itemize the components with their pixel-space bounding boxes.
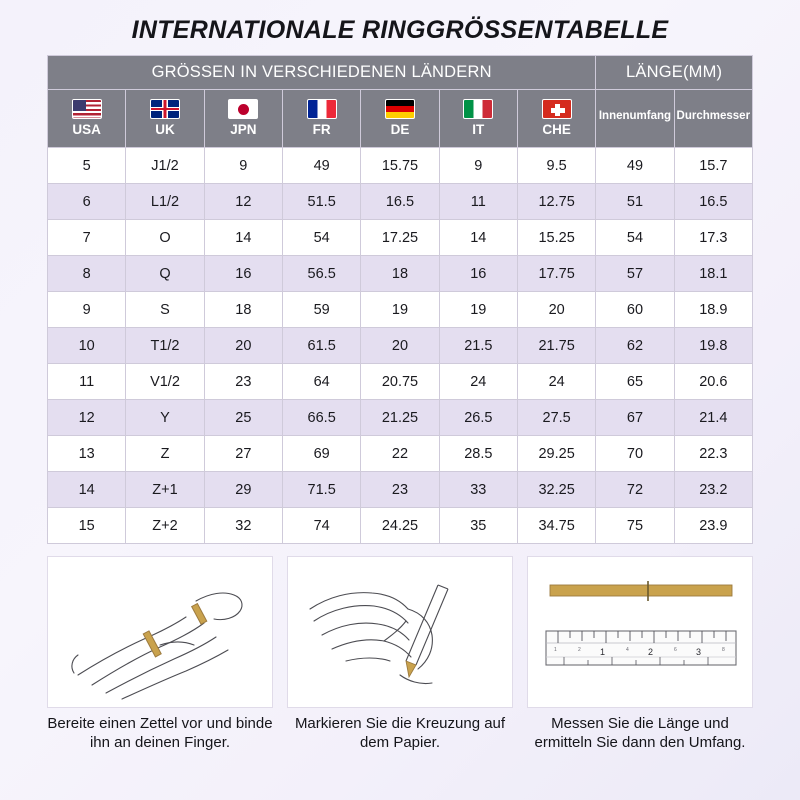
table-row [48, 472, 753, 508]
table-cell: 34.75 [517, 508, 595, 544]
table-row [48, 148, 753, 184]
table-cell: 14 [439, 220, 517, 256]
table-group-header-row [48, 56, 753, 90]
table-cell: 15 [48, 508, 126, 544]
table-cell: 75 [596, 508, 674, 544]
table-cell: 20 [517, 292, 595, 328]
column-label-fr: FR [312, 122, 331, 137]
table-cell: 23.9 [674, 508, 752, 544]
table-cell: 12 [204, 184, 282, 220]
table-row [48, 400, 753, 436]
flag-italy-icon [463, 99, 493, 119]
table-cell: 33 [439, 472, 517, 508]
table-cell: 60 [596, 292, 674, 328]
table-cell: 61.5 [282, 328, 360, 364]
table-row [48, 508, 753, 544]
hand-marking-paper-illustration [287, 556, 513, 708]
table-cell: 21.25 [361, 400, 439, 436]
table-cell: 18.9 [674, 292, 752, 328]
table-cell: 27.5 [517, 400, 595, 436]
table-cell: 49 [596, 148, 674, 184]
column-label-usa: USA [72, 122, 101, 137]
page-title: INTERNATIONALE RINGGRÖSSENTABELLE [131, 16, 669, 44]
table-cell: 5 [48, 148, 126, 184]
table-cell: 49 [282, 148, 360, 184]
ruler-measuring-strip-illustration [527, 556, 753, 708]
table-cell: 35 [439, 508, 517, 544]
table-cell: 16.5 [361, 184, 439, 220]
table-cell: 66.5 [282, 400, 360, 436]
table-row [48, 184, 753, 220]
table-cell: 18.1 [674, 256, 752, 292]
table-cell: 57 [596, 256, 674, 292]
table-cell: 9 [48, 292, 126, 328]
table-cell: 16 [204, 256, 282, 292]
flag-japan-icon [228, 99, 258, 119]
column-label-jpn: JPN [230, 122, 257, 137]
table-cell: 12 [48, 400, 126, 436]
table-cell: 27 [204, 436, 282, 472]
table-cell: 24.25 [361, 508, 439, 544]
instruction-card-3 [527, 556, 753, 752]
table-cell: 17.75 [517, 256, 595, 292]
table-cell: 23.2 [674, 472, 752, 508]
svg-text:2: 2 [648, 647, 654, 657]
table-cell: 28.5 [439, 436, 517, 472]
table-cell: 20.6 [674, 364, 752, 400]
table-cell: 29.25 [517, 436, 595, 472]
column-label-it: IT [472, 122, 485, 137]
table-cell: 17.25 [361, 220, 439, 256]
header-countries: GRÖSSEN IN VERSCHIEDENEN LÄNDERN [48, 56, 596, 90]
table-cell: 21.75 [517, 328, 595, 364]
table-row [48, 292, 753, 328]
table-head [48, 56, 753, 148]
column-label-uk: UK [155, 122, 175, 137]
table-cell: J1/2 [126, 148, 204, 184]
table-cell: 32 [204, 508, 282, 544]
table-cell: 21.4 [674, 400, 752, 436]
table-cell: 62 [596, 328, 674, 364]
table-cell: 10 [48, 328, 126, 364]
table-cell: 59 [282, 292, 360, 328]
column-header-innenumfang: Innenumfang [596, 90, 674, 148]
table-row [48, 436, 753, 472]
table-cell: 25 [204, 400, 282, 436]
svg-text:1: 1 [554, 647, 557, 653]
table-cell: Y [126, 400, 204, 436]
table-cell: 6 [48, 184, 126, 220]
table-cell: 70 [596, 436, 674, 472]
instruction-caption-3: Messen Sie die Länge und ermitteln Sie dann den Umfang. [534, 715, 746, 752]
table-cell: 67 [596, 400, 674, 436]
table-cell: 9 [439, 148, 517, 184]
table-cell: 9.5 [517, 148, 595, 184]
table-row [48, 364, 753, 400]
table-cell: 8 [48, 256, 126, 292]
table-cell: 20 [361, 328, 439, 364]
flag-france-icon [307, 99, 337, 119]
table-cell: 26.5 [439, 400, 517, 436]
table-cell: 69 [282, 436, 360, 472]
header-length: LÄNGE(MM) [596, 56, 753, 90]
table-cell: 15.75 [361, 148, 439, 184]
table-cell: 54 [596, 220, 674, 256]
table-cell: 16 [439, 256, 517, 292]
table-cell: 7 [48, 220, 126, 256]
table-cell: 72 [596, 472, 674, 508]
table-cell: Z [126, 436, 204, 472]
table-cell: 74 [282, 508, 360, 544]
column-header-it [439, 90, 517, 148]
table-cell: 22 [361, 436, 439, 472]
table-cell: 15.7 [674, 148, 752, 184]
table-cell: 51 [596, 184, 674, 220]
table-cell: 51.5 [282, 184, 360, 220]
table-cell: 65 [596, 364, 674, 400]
instruction-caption-1: Bereite einen Zettel vor und binde ihn an deinen Finger. [47, 715, 273, 752]
svg-text:1: 1 [600, 647, 606, 657]
table-cell: S [126, 292, 204, 328]
table-cell: 24 [439, 364, 517, 400]
table-cell: 32.25 [517, 472, 595, 508]
table-row [48, 328, 753, 364]
table-cell: L1/2 [126, 184, 204, 220]
column-header-fr [282, 90, 360, 148]
hand-with-paper-strip-illustration [47, 556, 273, 708]
table-cell: 23 [361, 472, 439, 508]
table-cell: T1/2 [126, 328, 204, 364]
table-cell: 23 [204, 364, 282, 400]
instructions-row [47, 556, 753, 752]
table-cell: 13 [48, 436, 126, 472]
flag-usa-icon [72, 99, 102, 119]
table-cell: 11 [48, 364, 126, 400]
table-cell: 20.75 [361, 364, 439, 400]
table-cell: 16.5 [674, 184, 752, 220]
column-header-de [361, 90, 439, 148]
table-cell: 24 [517, 364, 595, 400]
column-header-che [517, 90, 595, 148]
table-cell: 12.75 [517, 184, 595, 220]
table-cell: 9 [204, 148, 282, 184]
table-cell: 29 [204, 472, 282, 508]
table-cell: 54 [282, 220, 360, 256]
table-cell: 11 [439, 184, 517, 220]
table-cell: Z+2 [126, 508, 204, 544]
table-cell: 15.25 [517, 220, 595, 256]
column-header-usa [48, 90, 126, 148]
table-column-header-row [48, 90, 753, 148]
column-label-de: DE [390, 122, 410, 137]
column-header-uk [126, 90, 204, 148]
svg-text:2: 2 [578, 647, 581, 653]
instruction-card-1 [47, 556, 273, 752]
svg-text:8: 8 [722, 647, 725, 653]
table-cell: 64 [282, 364, 360, 400]
table-cell: 17.3 [674, 220, 752, 256]
flag-germany-icon [385, 99, 415, 119]
table-cell: 71.5 [282, 472, 360, 508]
table-row [48, 220, 753, 256]
table-cell: Q [126, 256, 204, 292]
table-body [48, 148, 753, 544]
table-cell: 14 [204, 220, 282, 256]
flag-switzerland-icon [542, 99, 572, 119]
table-cell: 19 [439, 292, 517, 328]
table-cell: V1/2 [126, 364, 204, 400]
table-cell: Z+1 [126, 472, 204, 508]
table-cell: 20 [204, 328, 282, 364]
instruction-caption-2: Markieren Sie die Kreuzung auf dem Papier. [294, 715, 506, 752]
svg-text:6: 6 [674, 647, 677, 653]
table-row [48, 256, 753, 292]
column-header-durchmesser: Durchmesser [674, 90, 752, 148]
instruction-card-2 [287, 556, 513, 752]
table-cell: 14 [48, 472, 126, 508]
table-cell: 21.5 [439, 328, 517, 364]
table-cell: 22.3 [674, 436, 752, 472]
table-cell: 19 [361, 292, 439, 328]
table-cell: 18 [361, 256, 439, 292]
table-cell: 56.5 [282, 256, 360, 292]
table-cell: 18 [204, 292, 282, 328]
column-label-che: CHE [542, 122, 571, 137]
table-cell: O [126, 220, 204, 256]
svg-text:4: 4 [626, 647, 629, 653]
ring-size-table [47, 55, 753, 544]
flag-uk-icon [150, 99, 180, 119]
column-header-jpn [204, 90, 282, 148]
svg-text:3: 3 [696, 647, 702, 657]
table-cell: 19.8 [674, 328, 752, 364]
